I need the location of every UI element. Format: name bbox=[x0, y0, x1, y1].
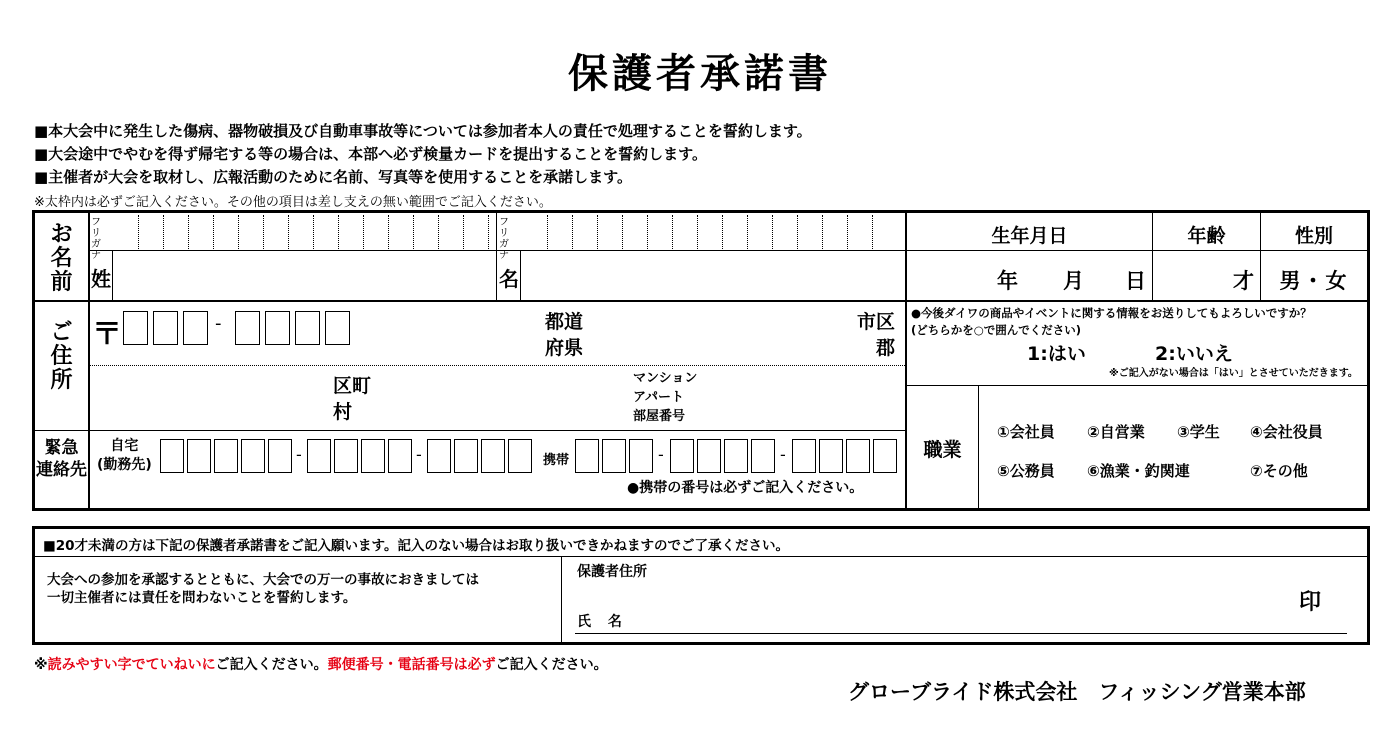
seal-mark: 印 bbox=[1299, 590, 1322, 615]
address-label: ご住所 bbox=[50, 320, 73, 393]
postal-digit-box[interactable] bbox=[265, 311, 290, 345]
birth-day-unit: 日 bbox=[1125, 269, 1146, 293]
phone-digit-box[interactable] bbox=[388, 439, 412, 473]
postal-digit-box[interactable] bbox=[325, 311, 350, 345]
postal-digit-box[interactable] bbox=[235, 311, 260, 345]
occupation-option[interactable]: ⑥漁業・釣関連 bbox=[1087, 462, 1190, 480]
occupation-option[interactable]: ①会社員 bbox=[997, 423, 1055, 441]
phone-digit-box[interactable] bbox=[241, 439, 265, 473]
mobile-dash: - bbox=[780, 445, 786, 464]
info-hint: (どちらかを○で囲んでください) bbox=[911, 323, 1082, 337]
occupation-option[interactable]: ②自営業 bbox=[1087, 423, 1145, 441]
mobile-digit-box[interactable] bbox=[792, 439, 816, 473]
notice-publicity: ■主催者が大会を取材し、広報活動のために名前、写真等を使用することを承諾します。 bbox=[34, 168, 632, 186]
prefecture-suffix: 都道 府県 bbox=[545, 311, 584, 359]
mobile-required-note: ●携帯の番号は必ずご記入ください。 bbox=[627, 480, 864, 496]
guardian-consent-form bbox=[32, 526, 1370, 645]
footer-note: ※読みやすい字でていねいにご記入ください。郵便番号・電話番号は必ずご記入ください。 bbox=[34, 657, 608, 673]
age-input[interactable] bbox=[1154, 253, 1259, 298]
phone-dash: - bbox=[416, 445, 422, 464]
home-phone-label: 自宅 (勤務先) bbox=[97, 438, 152, 473]
postal-digit-box[interactable] bbox=[183, 311, 208, 345]
notice-early-leave: ■大会途中でやむを得ず帰宅する等の場合は、本部へ必ず検量カードを提出することを誓約します。 bbox=[34, 145, 707, 163]
gender-header: 性別 bbox=[1294, 225, 1333, 247]
occupation-option[interactable]: ③学生 bbox=[1177, 423, 1220, 441]
sei-label: 姓 bbox=[91, 267, 111, 291]
phone-digit-box[interactable] bbox=[268, 439, 292, 473]
postal-mark: 〒 bbox=[92, 317, 122, 352]
phone-digit-box[interactable] bbox=[307, 439, 331, 473]
birth-year-unit: 年 bbox=[997, 269, 1018, 293]
address-line1-input[interactable] bbox=[375, 305, 845, 363]
sei-input[interactable] bbox=[115, 253, 493, 298]
address-line2-input[interactable] bbox=[91, 368, 901, 428]
name-label: お名前 bbox=[50, 222, 73, 295]
mobile-digit-box[interactable] bbox=[697, 439, 721, 473]
mobile-label: 携帯 bbox=[543, 453, 570, 468]
building-label: マンション アパート 部屋番号 bbox=[633, 371, 698, 424]
mei-input[interactable] bbox=[523, 253, 901, 298]
occupation-label: 職業 bbox=[923, 439, 962, 461]
mobile-digit-box[interactable] bbox=[602, 439, 626, 473]
birth-month-unit: 月 bbox=[1063, 269, 1084, 293]
city-suffix: 市区 郡 bbox=[856, 311, 895, 359]
mobile-digit-box[interactable] bbox=[873, 439, 897, 473]
info-question: ●今後ダイワの商品やイベントに関する情報をお送りしてもよろしいですか？ bbox=[911, 306, 1312, 320]
age-unit: 才 bbox=[1233, 269, 1254, 293]
guardian-consent-text: 大会への参加を承認するとともに、大会での万一の事故におきましては 一切主催者には責任を問わないことを誓約します。 bbox=[47, 572, 479, 606]
furigana-label-sei: フリガナ bbox=[91, 217, 101, 261]
phone-digit-box[interactable] bbox=[334, 439, 358, 473]
phone-digit-box[interactable] bbox=[454, 439, 478, 473]
ward-suffix: 区町 村 bbox=[333, 375, 372, 423]
postal-digit-box[interactable] bbox=[153, 311, 178, 345]
age-header: 年齢 bbox=[1187, 225, 1226, 247]
mobile-digit-box[interactable] bbox=[846, 439, 870, 473]
guardian-name-input[interactable] bbox=[635, 601, 1275, 631]
guardian-address-input[interactable] bbox=[675, 559, 1365, 597]
phone-digit-box[interactable] bbox=[481, 439, 505, 473]
gender-options[interactable]: 男・女 bbox=[1279, 269, 1349, 293]
birthdate-header: 生年月日 bbox=[991, 225, 1068, 247]
occupation-option[interactable]: ⑦その他 bbox=[1250, 462, 1308, 480]
document-title: 保護者承諾書 bbox=[568, 51, 832, 97]
furigana-input-sei[interactable] bbox=[113, 215, 493, 249]
mobile-digit-box[interactable] bbox=[629, 439, 653, 473]
occupation-option[interactable]: ④会社役員 bbox=[1250, 423, 1323, 441]
postal-dash: - bbox=[215, 313, 222, 334]
phone-digit-box[interactable] bbox=[427, 439, 451, 473]
entry-form bbox=[32, 210, 1370, 511]
info-yes-option[interactable]: 1:はい bbox=[1027, 343, 1086, 365]
phone-digit-box[interactable] bbox=[508, 439, 532, 473]
furigana-input-mei[interactable] bbox=[522, 215, 902, 249]
notice-liability: ■本大会中に発生した傷病、器物破損及び自動車事故等については参加者本人の責任で処理することを誓約します。 bbox=[34, 122, 812, 140]
instruction-text: ※太枠内は必ずご記入ください。その他の項目は差し支えの無い範囲でご記入ください。 bbox=[34, 195, 552, 210]
phone-digit-box[interactable] bbox=[160, 439, 184, 473]
birthdate-input[interactable] bbox=[908, 253, 1151, 298]
info-no-option[interactable]: 2:いいえ bbox=[1155, 343, 1233, 365]
phone-digit-box[interactable] bbox=[361, 439, 385, 473]
postal-digit-box[interactable] bbox=[295, 311, 320, 345]
mobile-digit-box[interactable] bbox=[819, 439, 843, 473]
phone-digit-box[interactable] bbox=[187, 439, 211, 473]
occupation-option[interactable]: ⑤公務員 bbox=[997, 462, 1055, 480]
phone-dash: - bbox=[296, 445, 302, 464]
mobile-digit-box[interactable] bbox=[724, 439, 748, 473]
postal-digit-box[interactable] bbox=[123, 311, 148, 345]
emergency-label: 緊急 連絡先 bbox=[36, 438, 87, 480]
phone-digit-box[interactable] bbox=[214, 439, 238, 473]
furigana-label-mei: フリガナ bbox=[499, 217, 509, 261]
guardian-address-label: 保護者住所 bbox=[577, 564, 647, 580]
mobile-dash: - bbox=[658, 445, 664, 464]
guardian-header: ■20才未満の方は下記の保護者承諾書をご記入願います。記入のない場合はお取り扱いできかねますのでご了承ください。 bbox=[43, 538, 789, 554]
mobile-digit-box[interactable] bbox=[575, 439, 599, 473]
mei-label: 名 bbox=[499, 267, 519, 291]
info-default-note: ※ご記入がない場合は「はい」とさせていただきます。 bbox=[1109, 368, 1358, 379]
company-name: グローブライド株式会社 フィッシング営業本部 bbox=[848, 680, 1306, 704]
guardian-name-label: 氏 名 bbox=[577, 614, 628, 630]
mobile-digit-box[interactable] bbox=[751, 439, 775, 473]
mobile-digit-box[interactable] bbox=[670, 439, 694, 473]
